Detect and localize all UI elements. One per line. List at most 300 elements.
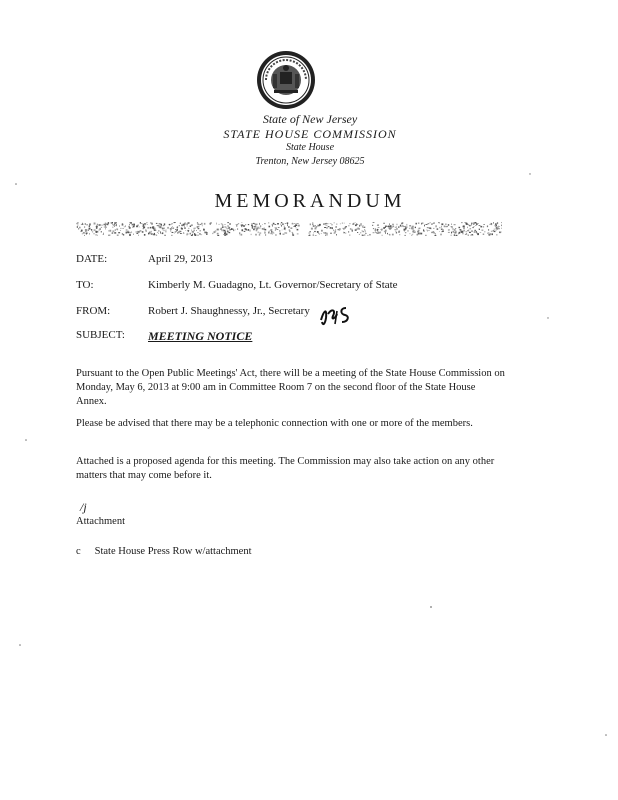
noise-dot (395, 231, 397, 232)
noise-dot (319, 233, 320, 234)
noise-dot (441, 226, 442, 228)
noise-dot (252, 223, 253, 224)
noise-dot (150, 232, 151, 234)
body-paragraph-telephonic: Please be advised that there may be a telephonic connection with one or more of the members. (76, 418, 473, 429)
noise-dot (169, 224, 170, 225)
noise-dot (495, 223, 497, 224)
noise-dot (147, 224, 148, 225)
noise-dot (373, 232, 375, 233)
noise-dot (165, 230, 166, 231)
noise-dot (391, 227, 392, 228)
noise-dot (205, 232, 207, 233)
noise-dot (129, 224, 130, 225)
noise-dot (129, 227, 131, 229)
noise-dot (421, 223, 422, 225)
noise-dot (245, 225, 246, 226)
noise-dot (494, 229, 495, 230)
noise-dot (198, 228, 200, 229)
noise-dot (297, 229, 299, 231)
noise-dot (439, 231, 440, 232)
noise-dot (373, 228, 374, 229)
noise-dot (446, 226, 448, 227)
noise-dot (416, 223, 417, 225)
noise-dot (114, 226, 115, 227)
noise-dot (458, 233, 459, 235)
noise-dot (199, 233, 201, 235)
noise-dot (227, 228, 228, 229)
noise-dot (441, 223, 443, 225)
noise-dot (219, 224, 220, 225)
noise-dot (352, 230, 353, 232)
noise-dot (496, 229, 498, 230)
noise-dot (255, 228, 256, 229)
noise-dot (235, 230, 236, 231)
noise-dot (185, 222, 186, 224)
noise-dot (243, 225, 245, 227)
noise-dot (283, 234, 285, 235)
noise-dot (494, 231, 496, 232)
noise-dot (110, 234, 111, 236)
noise-dot (118, 232, 120, 233)
noise-dot (270, 233, 272, 234)
noise-dot (360, 223, 361, 225)
noise-dot (223, 230, 224, 232)
to-value: Kimberly M. Guadagno, Lt. Governor/Secretary of State (148, 279, 398, 291)
noise-dot (86, 233, 88, 234)
noise-dot (362, 231, 363, 232)
noise-dot (385, 226, 387, 227)
noise-dot (188, 234, 189, 235)
noise-dot (418, 233, 420, 234)
noise-dot (122, 233, 123, 235)
noise-dot (241, 224, 242, 226)
noise-dot (444, 226, 446, 228)
noise-dot (404, 232, 405, 233)
noise-dot (451, 235, 452, 236)
noise-dot (95, 231, 97, 233)
noise-dot (184, 227, 185, 229)
noise-dot (171, 224, 172, 225)
noise-dot (144, 234, 146, 236)
noise-dot (326, 225, 328, 226)
noise-dot (385, 230, 387, 232)
noise-dot (437, 228, 439, 229)
noise-dot (158, 230, 159, 232)
noise-dot (200, 224, 201, 225)
noise-dot (496, 227, 498, 228)
noise-dot (496, 234, 497, 235)
noise-dot (319, 224, 321, 226)
noise-dot (459, 232, 460, 234)
noise-dot (429, 223, 431, 224)
noise-dot (298, 225, 299, 226)
noise-dot (227, 233, 228, 234)
noise-dot (426, 230, 427, 231)
noise-dot (453, 231, 455, 233)
noise-dot (315, 225, 316, 226)
noise-dot (471, 230, 473, 232)
noise-dot (240, 234, 241, 235)
noise-dot (182, 225, 183, 227)
noise-dot (236, 224, 238, 225)
noise-dot (356, 224, 357, 225)
noise-dot (281, 225, 282, 227)
noise-dot (277, 223, 279, 225)
noise-dot (326, 227, 328, 228)
noise-dot (79, 227, 80, 228)
noise-dot (480, 232, 482, 233)
noise-dot (150, 223, 152, 224)
noise-dot (315, 235, 317, 236)
noise-dot (356, 224, 357, 225)
noise-dot (484, 224, 485, 225)
noise-dot (355, 222, 356, 223)
noise-dot (228, 225, 229, 227)
noise-dot (501, 222, 502, 223)
noise-dot (160, 226, 161, 227)
noise-dot (451, 224, 452, 225)
subject-label: SUBJECT: (76, 329, 125, 341)
noise-dot (453, 229, 454, 230)
body-paragraph-meeting: Pursuant to the Open Public Meetings' Act, there will be a meeting of the State House Commission on Monday, May 6, 2013 at 9:00 am in Committee Room 7 on the second floor of the State House Annex. (76, 368, 505, 407)
noise-dot (487, 227, 488, 228)
noise-dot (154, 233, 155, 235)
noise-dot (463, 228, 465, 229)
noise-dot (96, 234, 97, 236)
noise-dot (401, 223, 402, 224)
noise-dot (340, 223, 341, 224)
noise-dot (108, 230, 109, 231)
noise-dot (221, 228, 222, 230)
noise-dot (335, 229, 336, 230)
noise-dot (448, 229, 450, 230)
noise-dot (412, 234, 414, 235)
noise-dot (323, 232, 324, 233)
noise-dot (308, 233, 310, 234)
noise-dot (259, 234, 260, 236)
noise-dot (149, 232, 150, 233)
noise-dot (489, 233, 490, 235)
noise-dot (468, 224, 469, 225)
noise-dot (348, 231, 349, 233)
noise-dot (128, 226, 129, 227)
noise-dot (175, 232, 176, 233)
noise-dot (393, 224, 394, 226)
noise-dot (468, 229, 469, 230)
noise-dot (287, 224, 288, 226)
noise-dot (136, 226, 138, 228)
noise-dot (287, 222, 288, 224)
noise-dot (402, 225, 403, 227)
noise-dot (143, 226, 145, 228)
noise-dot (459, 229, 461, 230)
noise-dot (152, 233, 153, 235)
noise-dot (239, 232, 240, 234)
noise-dot (125, 226, 126, 227)
noise-dot (292, 234, 294, 235)
noise-dot (470, 235, 471, 236)
noise-dot (384, 231, 386, 232)
noise-dot (76, 223, 77, 224)
noise-dot (429, 227, 431, 229)
noise-dot (375, 229, 376, 230)
noise-dot (85, 223, 86, 225)
noise-dot (202, 225, 203, 227)
noise-dot (138, 235, 139, 236)
noise-dot (191, 224, 193, 226)
noise-dot (473, 224, 474, 226)
noise-dot (285, 223, 286, 224)
noise-dot (172, 232, 173, 233)
noise-dot (459, 227, 461, 228)
noise-dot (342, 223, 343, 224)
noise-dot (181, 228, 182, 230)
noise-dot (377, 229, 378, 231)
noise-dot (451, 226, 453, 227)
noise-dot (271, 231, 273, 232)
noise-dot (364, 234, 365, 236)
noise-dot (245, 228, 246, 230)
noise-dot (488, 229, 489, 230)
noise-dot (217, 229, 219, 231)
handwritten-initials-signature (318, 302, 354, 328)
noise-dot (173, 227, 174, 229)
noise-dot (409, 225, 411, 227)
noise-dot (215, 231, 217, 232)
noise-dot (384, 227, 386, 228)
noise-dot (196, 230, 197, 231)
noise-dot (455, 228, 456, 229)
noise-dot (330, 233, 331, 234)
noise-dot (314, 231, 316, 232)
noise-dot (277, 229, 279, 230)
noise-dot (270, 229, 272, 230)
noise-dot (171, 235, 172, 236)
noise-dot (388, 228, 390, 229)
noise-dot (180, 231, 181, 232)
noise-dot (94, 223, 96, 225)
noise-dot (226, 227, 227, 229)
noise-dot (151, 231, 152, 233)
noise-dot (140, 222, 141, 224)
noise-dot (362, 235, 363, 236)
noise-dot (167, 227, 169, 229)
noise-dot (431, 223, 432, 224)
noise-dot (207, 232, 208, 234)
noise-dot (112, 222, 113, 224)
noise-dot (406, 224, 407, 226)
noise-dot (161, 224, 163, 226)
noise-dot (435, 225, 436, 227)
noise-dot (466, 233, 467, 235)
noise-dot (475, 225, 477, 226)
noise-dot (284, 232, 285, 233)
noise-dot (160, 231, 161, 233)
noise-dot (140, 230, 142, 231)
noise-dot (466, 231, 467, 232)
noise-dot (86, 230, 87, 231)
noise-dot (438, 222, 439, 223)
noise-dot (400, 226, 401, 227)
noise-dot (174, 233, 175, 234)
letterhead-city: Trenton, New Jersey 08625 (255, 156, 365, 167)
noise-dot (389, 234, 391, 235)
noise-dot (228, 227, 230, 229)
noise-dot (143, 224, 145, 226)
noise-dot (412, 226, 414, 228)
noise-dot (248, 229, 249, 231)
noise-dot (154, 230, 156, 231)
cc-recipient: State House Press Row w/attachment (94, 546, 252, 557)
noise-dot (448, 232, 450, 233)
noise-dot (83, 232, 85, 233)
noise-dot (360, 232, 361, 233)
noise-dot (496, 227, 498, 228)
noise-dot (281, 222, 282, 223)
noise-dot (297, 223, 299, 224)
noise-dot (203, 229, 204, 230)
noise-dot (131, 232, 132, 233)
noise-dot (404, 229, 406, 231)
noise-dot (128, 231, 129, 232)
noise-dot (336, 226, 337, 227)
noise-dot (423, 229, 424, 231)
noise-dot (327, 235, 328, 236)
noise-dot (248, 224, 249, 225)
noise-dot (89, 233, 90, 235)
date-value: April 29, 2013 (148, 253, 213, 265)
noise-dot (466, 223, 467, 224)
noise-dot (313, 225, 315, 226)
noise-dot (359, 225, 360, 227)
noise-dot (221, 223, 223, 224)
noise-dot (433, 223, 435, 224)
noise-dot (122, 223, 123, 224)
noise-dot (194, 233, 195, 235)
noise-dot (349, 235, 350, 236)
noise-dot (313, 233, 314, 234)
noise-dot (117, 230, 118, 231)
noise-dot (119, 225, 120, 227)
scan-noise-band (76, 222, 502, 236)
from-label: FROM: (76, 305, 111, 317)
noise-dot (323, 223, 325, 225)
noise-dot (246, 229, 247, 230)
noise-dot (396, 228, 398, 230)
noise-dot (363, 231, 364, 232)
noise-dot (435, 234, 436, 235)
noise-dot (272, 224, 273, 225)
noise-dot (189, 223, 190, 224)
noise-dot (107, 224, 108, 226)
noise-dot (96, 226, 98, 228)
noise-dot (448, 224, 449, 226)
noise-dot (282, 230, 283, 231)
noise-dot (344, 223, 345, 224)
noise-dot (77, 226, 78, 228)
noise-dot (81, 224, 83, 225)
noise-dot (473, 226, 474, 227)
noise-dot (410, 233, 411, 234)
noise-dot (472, 234, 474, 235)
noise-dot (242, 225, 243, 226)
noise-dot (236, 225, 237, 226)
noise-dot (117, 235, 119, 236)
noise-dot (126, 232, 127, 234)
noise-dot (483, 234, 485, 235)
noise-dot (479, 229, 480, 230)
noise-dot (328, 226, 330, 227)
noise-dot (174, 222, 175, 223)
noise-dot (256, 229, 257, 231)
noise-dot (321, 233, 322, 234)
noise-dot (406, 227, 408, 228)
noise-dot (316, 227, 318, 228)
noise-dot (224, 230, 226, 232)
noise-dot (255, 234, 257, 236)
noise-dot (104, 224, 105, 226)
noise-dot (490, 233, 491, 235)
noise-dot (163, 228, 164, 230)
noise-dot (364, 230, 365, 231)
noise-dot (334, 233, 336, 234)
noise-dot (476, 231, 477, 233)
noise-dot (264, 223, 266, 224)
noise-dot (195, 228, 196, 229)
noise-dot (268, 232, 269, 234)
noise-dot (463, 230, 464, 232)
noise-dot (482, 230, 484, 231)
noise-dot (480, 225, 481, 226)
noise-dot (108, 222, 109, 224)
noise-dot (222, 226, 224, 228)
noise-dot (260, 225, 261, 227)
noise-dot (227, 222, 228, 223)
noise-dot (464, 222, 465, 223)
noise-dot (273, 223, 275, 225)
noise-dot (188, 230, 189, 231)
noise-dot (165, 231, 166, 233)
noise-dot (367, 235, 368, 236)
noise-dot (412, 231, 414, 232)
noise-dot (157, 225, 159, 226)
noise-dot (113, 227, 114, 229)
noise-dot (425, 235, 427, 236)
noise-dot (279, 233, 281, 234)
noise-dot (269, 226, 271, 228)
noise-dot (330, 227, 332, 229)
noise-dot (324, 227, 326, 228)
noise-dot (451, 232, 452, 234)
noise-dot (146, 230, 147, 231)
noise-dot (475, 222, 477, 224)
noise-dot (336, 224, 337, 225)
noise-dot (318, 232, 319, 234)
noise-dot (364, 229, 365, 230)
noise-dot (492, 233, 494, 235)
noise-dot (428, 230, 430, 231)
noise-dot (137, 231, 138, 233)
noise-dot (310, 231, 311, 232)
noise-dot (197, 232, 199, 233)
noise-dot (165, 235, 166, 236)
noise-dot (442, 229, 444, 230)
noise-dot (279, 231, 280, 232)
noise-dot (311, 228, 313, 230)
noise-dot (387, 233, 388, 234)
noise-dot (487, 226, 488, 227)
noise-dot (180, 233, 182, 234)
